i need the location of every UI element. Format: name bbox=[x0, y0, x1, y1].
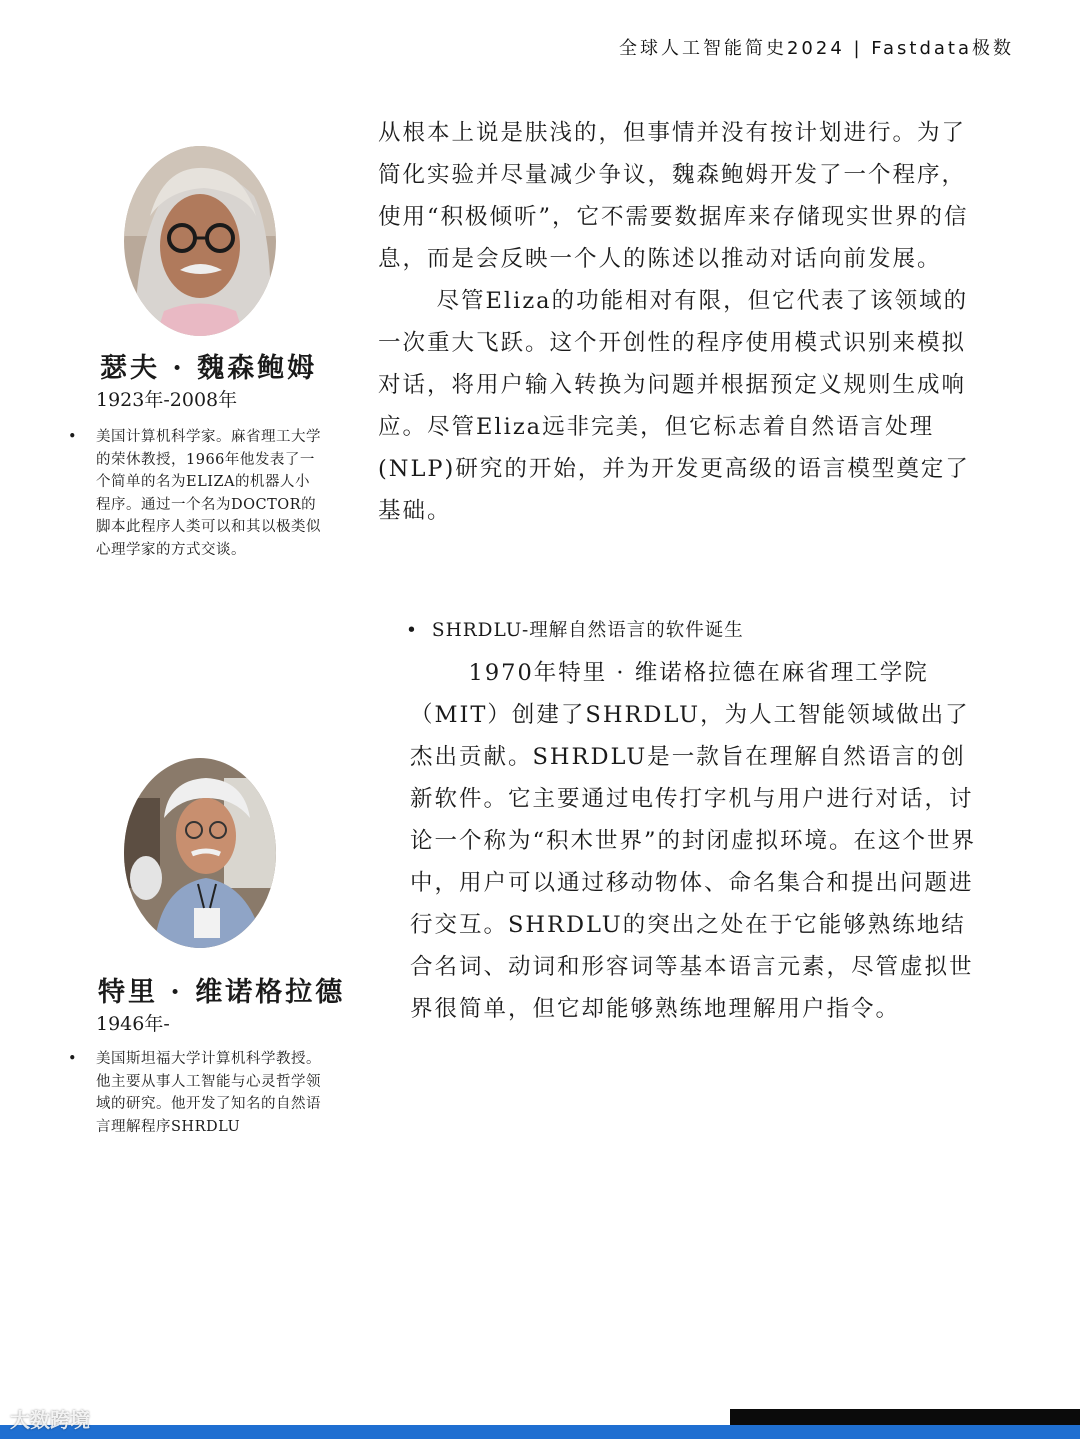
person-name: 特里 · 维诺格拉德 bbox=[98, 977, 346, 1008]
watermark-logo bbox=[10, 1404, 90, 1433]
watermark-text: 大数跨境 bbox=[10, 1408, 90, 1432]
portrait-weizenbaum bbox=[124, 146, 276, 336]
section-subheading bbox=[406, 616, 744, 642]
person-years: 1946年- bbox=[96, 1013, 170, 1035]
main-text-block bbox=[378, 112, 970, 532]
bullet-icon: • bbox=[406, 620, 418, 641]
paragraph: 尽管Eliza的功能相对有限，但它代表了该领域的一次重大飞跃。这个开创性的程序使用模式识别来模拟对话，将用户输入转换为问题并根据预定义规则生成响应。尽管Eliza远非完美，但它标志着自然语言处理(NLP)研究的开始，并为开发更高级的语言模型奠定了基础。 bbox=[378, 288, 970, 524]
person-name: 瑟夫 · 魏森鲍姆 bbox=[100, 353, 318, 384]
page-header: 全球人工智能简史2024 | Fastdata极数 bbox=[618, 38, 1014, 59]
bullet-icon: • bbox=[68, 429, 77, 445]
bio-text: 美国计算机科学家。麻省理工大学的荣休教授，1966年他发表了一个简单的名为ELIZA的机器人小程序。通过一个名为DOCTOR的脚本此程序人类可以和其以极类似心理学家的方式交谈。 bbox=[96, 429, 321, 558]
footer-bar-blue bbox=[0, 1425, 1080, 1439]
bullet-icon: • bbox=[68, 1051, 77, 1067]
subheading-text: SHRDLU-理解自然语言的软件诞生 bbox=[431, 620, 744, 641]
bio-text: 美国斯坦福大学计算机科学教授。他主要从事人工智能与心灵哲学领域的研究。他开发了知名的自然语言理解程序SHRDLU bbox=[96, 1051, 321, 1135]
person-bio bbox=[68, 1048, 324, 1138]
person-years: 1923年-2008年 bbox=[96, 389, 238, 411]
person-bio bbox=[68, 426, 324, 561]
portrait-winograd bbox=[124, 758, 276, 948]
footer-bar-black bbox=[730, 1409, 1080, 1425]
paragraph: 1970年特里 · 维诺格拉德在麻省理工学院（MIT）创建了SHRDLU，为人工智能领域做出了杰出贡献。SHRDLU是一款旨在理解自然语言的创新软件。它主要通过电传打字机与用户进行对话，讨论一个称为“积木世界”的封闭虚拟环境。在这个世界中，用户可以通过移动物体、命名集合和提出问题进行交互。SHRDLU的突出之处在于它能够熟练地结合名词、动词和形容词等基本语言元素，尽管虚拟世界很简单，但它却能够熟练地理解用户指令。 bbox=[410, 660, 977, 1022]
shrdlu-text-block bbox=[410, 652, 978, 1030]
paragraph: 从根本上说是肤浅的，但事情并没有按计划进行。为了简化实验并尽量减少争议，魏森鲍姆开发了一个程序，使用“积极倾听”，它不需要数据库来存储现实世界的信息，而是会反映一个人的陈述以推动对话向前发展。 bbox=[378, 120, 969, 272]
